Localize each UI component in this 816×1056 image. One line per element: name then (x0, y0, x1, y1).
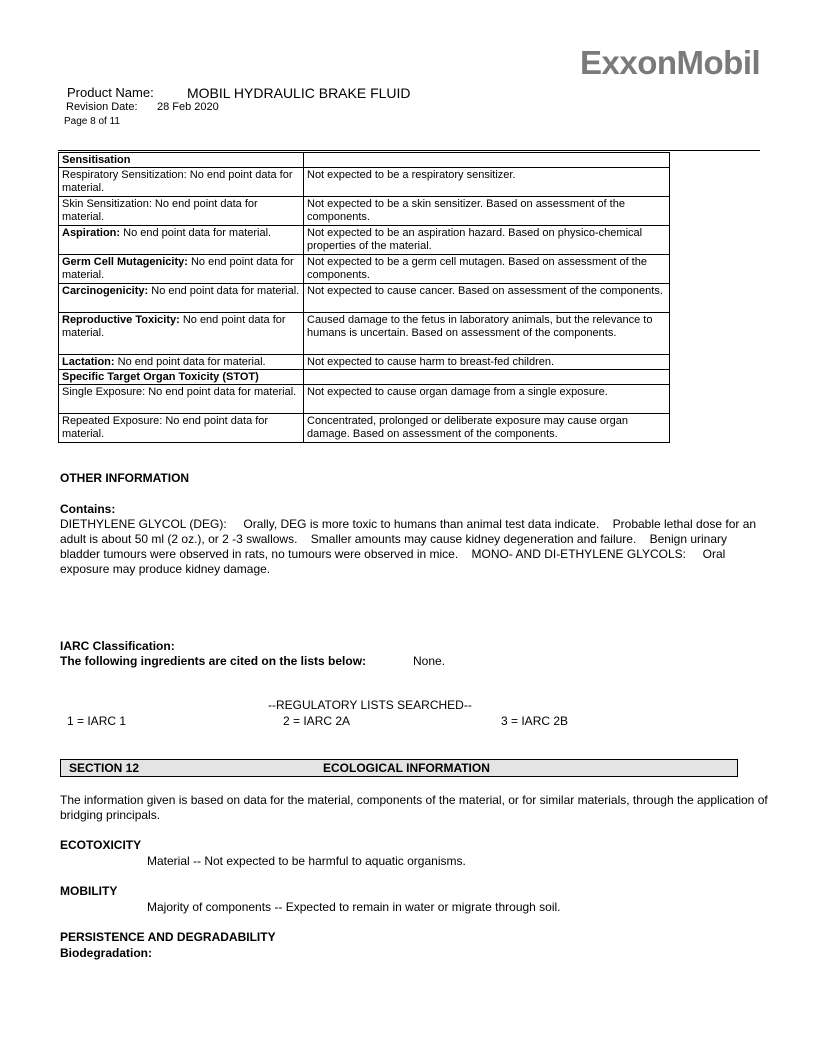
germ-cell-note: No end point data for material. (62, 256, 294, 281)
empty-cell (304, 370, 670, 385)
single-exposure-label: Single Exposure: No end point data for material. (59, 385, 304, 414)
carcinogenicity-label (59, 284, 304, 313)
respiratory-sensitization-label: Respiratory Sensitization: No end point data for material. (59, 168, 304, 197)
table-row (59, 385, 670, 414)
table-row (59, 168, 670, 197)
single-exposure-value: Not expected to cause organ damage from a single exposure. (304, 385, 670, 414)
skin-sensitization-value: Not expected to be a skin sensitizer. Based on assessment of the components. (304, 197, 670, 226)
repeated-exposure-value: Concentrated, prolonged or deliberate exposure may cause organ damage. Based on assessment of the components. (304, 414, 670, 443)
regulatory-lists-title: --REGULATORY LISTS SEARCHED-- (268, 698, 472, 712)
table-row (59, 226, 670, 255)
table-row (59, 313, 670, 355)
lactation-note: No end point data for material. (114, 356, 266, 368)
page-number: Page 8 of 11 (64, 116, 120, 127)
aspiration-note: No end point data for material. (120, 227, 272, 239)
product-name-label: Product Name: (67, 85, 154, 100)
revision-date-value: 28 Feb 2020 (157, 101, 219, 113)
mobility-heading: MOBILITY (60, 884, 118, 898)
carcinogenicity-note: No end point data for material. (148, 285, 300, 297)
regulatory-list-3: 3 = IARC 2B (501, 714, 569, 728)
contains-label: Contains: (60, 502, 116, 516)
aspiration-label (59, 226, 304, 255)
cited-ingredients-label: The following ingredients are cited on the lists below: (60, 654, 367, 668)
other-information-heading: OTHER INFORMATION (60, 471, 190, 485)
carcinogenicity-value: Not expected to cause cancer. Based on assessment of the components. (304, 284, 670, 313)
table-row (59, 355, 670, 370)
repeated-exposure-label: Repeated Exposure: No end point data for material. (59, 414, 304, 443)
aspiration-value: Not expected to be an aspiration hazard. Based on physico-chemical properties of the material. (304, 226, 670, 255)
revision-date-label: Revision Date: (66, 101, 138, 113)
toxicity-table (58, 152, 670, 443)
ecotoxicity-heading: ECOTOXICITY (60, 838, 142, 852)
aspiration-term: Aspiration: (62, 227, 121, 239)
mobility-text: Majority of components -- Expected to remain in water or migrate through soil. (147, 900, 561, 914)
table-row (59, 284, 670, 313)
cited-ingredients-value: None. (413, 654, 446, 668)
germ-cell-term: Germ Cell Mutagenicity: (62, 256, 188, 268)
sensitisation-heading: Sensitisation (59, 153, 304, 168)
exxonmobil-logo: ExxonMobil (580, 44, 761, 81)
lactation-value: Not expected to cause harm to breast-fed children. (304, 355, 670, 370)
respiratory-sensitization-value: Not expected to be a respiratory sensitizer. (304, 168, 670, 197)
table-row (59, 370, 670, 385)
biodegradation-label: Biodegradation: (60, 946, 152, 960)
stot-heading: Specific Target Organ Toxicity (STOT) (59, 370, 304, 385)
persistence-heading: PERSISTENCE AND DEGRADABILITY (60, 930, 276, 944)
empty-cell (304, 153, 670, 168)
reproductive-toxicity-value: Caused damage to the fetus in laboratory animals, but the relevance to humans is uncertain. Based on assessment of the components. (304, 313, 670, 355)
lactation-term: Lactation: (62, 356, 115, 368)
table-row (59, 414, 670, 443)
reproductive-toxicity-term: Reproductive Toxicity: (62, 314, 180, 326)
regulatory-list-2: 2 = IARC 2A (283, 714, 351, 728)
table-row (59, 197, 670, 226)
germ-cell-label (59, 255, 304, 284)
contains-text: DIETHYLENE GLYCOL (DEG): Orally, DEG is more toxic to humans than animal test data indicate. Probable lethal dose for an adult is about 50 ml (2 oz.), or 2 -3 swallows. Smaller amounts may cause kidney degeneration and failure. Benign urinary bladder tumours were observed in rats, no tumours were observed in mice. MONO- AND DI-ETHYLENE GLYCOLS: Oral exposure may produce kidney damage. (60, 517, 760, 576)
regulatory-list-1: 1 = IARC 1 (67, 714, 127, 728)
carcinogenicity-term: Carcinogenicity: (62, 285, 149, 297)
reproductive-toxicity-label (59, 313, 304, 355)
skin-sensitization-label: Skin Sensitization: No end point data for material. (59, 197, 304, 226)
table-row (59, 255, 670, 284)
section-12-header (60, 759, 738, 777)
reproductive-toxicity-note: No end point data for material. (62, 314, 286, 339)
section-number: SECTION 12 (69, 761, 140, 775)
lactation-label (59, 355, 304, 370)
germ-cell-value: Not expected to be a germ cell mutagen. Based on assessment of the components. (304, 255, 670, 284)
ecological-intro: The information given is based on data for the material, components of the material, or for similar materials, through the application of bridging principals. (60, 793, 768, 822)
header-divider (58, 150, 760, 151)
table-row (59, 153, 670, 168)
product-name-value: MOBIL HYDRAULIC BRAKE FLUID (187, 85, 411, 101)
iarc-heading: IARC Classification: (60, 639, 175, 653)
section-title: ECOLOGICAL INFORMATION (323, 761, 490, 775)
ecotoxicity-text: Material -- Not expected to be harmful to aquatic organisms. (147, 854, 466, 868)
